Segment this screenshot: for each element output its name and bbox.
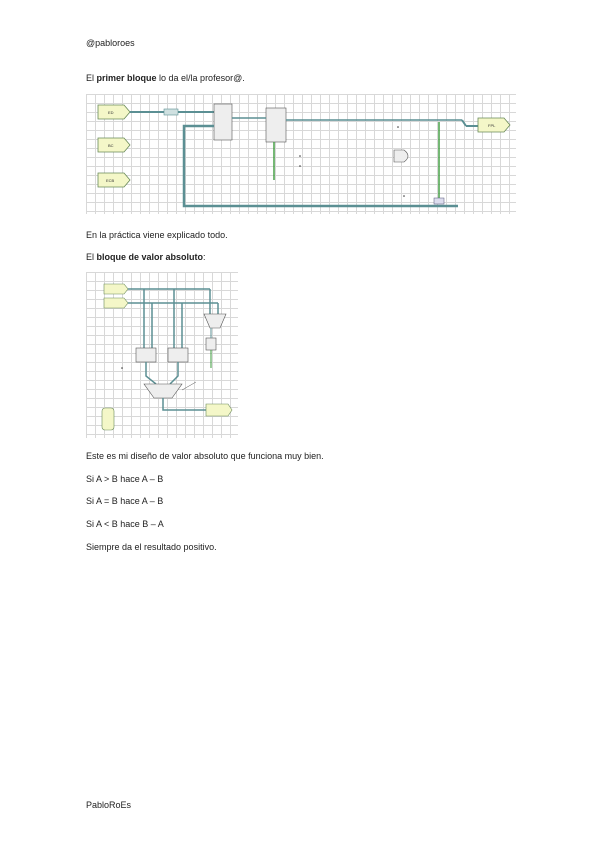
intro-bold: primer bloque xyxy=(96,73,157,83)
circuit-diagram-absolute-value xyxy=(86,272,238,438)
intro-paragraph: El primer bloque lo da el/la profesor@. xyxy=(86,73,245,83)
rule-3: Si A < B hace B – A xyxy=(86,519,164,529)
circuit-1-svg xyxy=(86,94,516,214)
rule-2: Si A = B hace A – B xyxy=(86,496,164,506)
rule-1: Si A > B hace A – B xyxy=(86,474,164,484)
input-block-bc xyxy=(98,138,130,152)
page-header: @pabloroes xyxy=(86,38,135,48)
input-ed-label: ED xyxy=(108,110,114,115)
input-bc-label: BC xyxy=(108,143,114,148)
input-block-ecb xyxy=(98,173,130,187)
input-block-ed xyxy=(98,105,130,119)
page-footer: PabloRoEs xyxy=(86,800,132,810)
abs-heading-bold: bloque de valor absoluto xyxy=(96,252,204,262)
output-fpl-label: FPL xyxy=(488,123,496,128)
abs-heading: El bloque de valor absoluto: xyxy=(86,252,206,262)
circuit-2-svg xyxy=(86,272,238,438)
input-ecb-label: ECB xyxy=(106,178,115,183)
always-positive-paragraph: Siempre da el resultado positivo. xyxy=(86,542,217,552)
design-paragraph: Este es mi diseño de valor absoluto que funciona muy bien. xyxy=(86,451,324,461)
output-block-fpl xyxy=(478,118,510,132)
practice-paragraph: En la práctica viene explicado todo. xyxy=(86,230,228,240)
circuit-diagram-first-block xyxy=(86,94,516,214)
